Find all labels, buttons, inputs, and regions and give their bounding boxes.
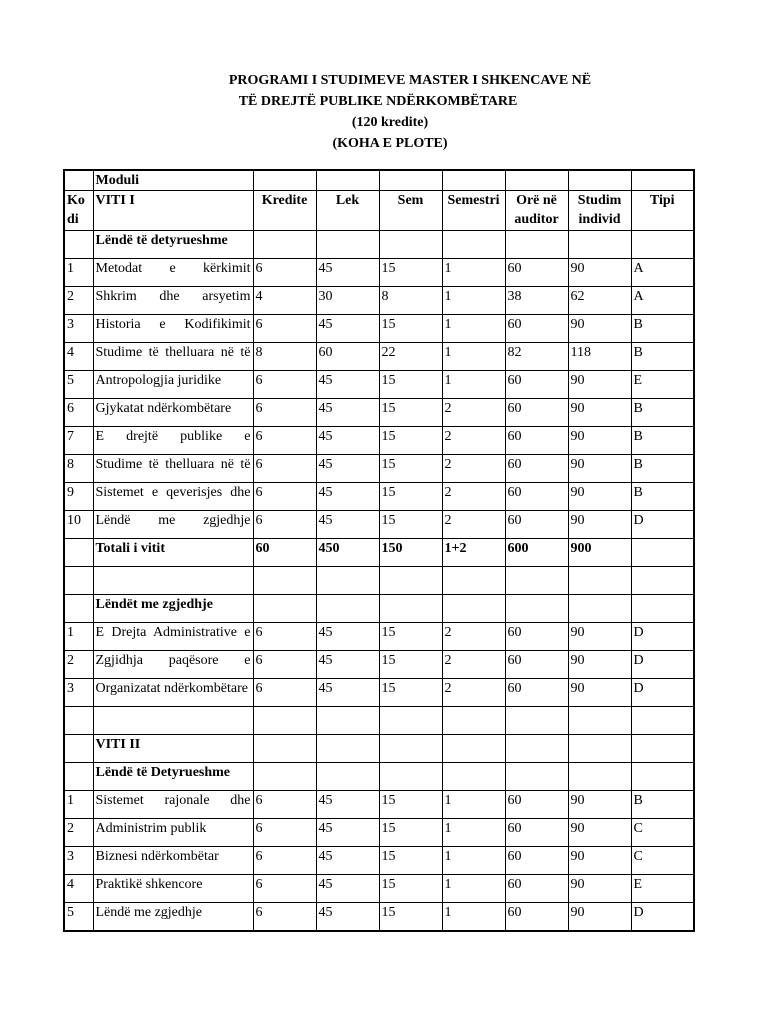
empty-cell [631,763,694,791]
semester-cell: 1 [442,875,505,903]
table-row [64,651,694,679]
sem-cell: 15 [379,819,442,847]
table-row [64,511,694,539]
sem-cell: 15 [379,623,442,651]
credits-cell: 6 [253,483,316,511]
lek-cell: 45 [316,399,379,427]
module-name: Administrim publik [95,821,207,836]
module-name: Organizatat ndërkombëtare [95,681,249,696]
empty-cell [631,539,694,567]
module-cell [93,287,253,315]
module-cell [93,259,253,287]
hours-cell: 60 [505,427,568,455]
empty-cell [442,735,505,763]
sem-cell: 15 [379,679,442,707]
sem-cell: 22 [379,343,442,371]
credits-cell: 6 [253,399,316,427]
col-viti: VITI I [93,191,253,231]
module-name: Lëndë me zgjedhje [95,513,251,528]
module-name: E Drejta Administrative e [95,625,251,640]
study-cell: 90 [568,847,631,875]
type-cell: B [631,315,694,343]
empty-cell [64,539,93,567]
type-cell: B [631,343,694,371]
total-credits: 60 [253,539,316,567]
module-name: Sistemet e qeverisjes dhe [95,485,251,500]
lek-cell: 45 [316,847,379,875]
lek-cell: 45 [316,903,379,931]
lek-cell: 45 [316,791,379,819]
empty-cell [64,567,93,595]
credits-cell: 6 [253,875,316,903]
section-viti2-label: VITI II [93,735,253,763]
credits-cell: 6 [253,651,316,679]
study-cell: 90 [568,875,631,903]
sem-cell: 15 [379,875,442,903]
table-row [64,819,694,847]
empty-cell [631,170,694,191]
lek-cell: 45 [316,371,379,399]
col-studim: Studim individ [568,191,631,231]
credits-cell: 6 [253,427,316,455]
lek-cell: 45 [316,623,379,651]
type-cell: D [631,903,694,931]
section-v2-obligatory [64,763,694,791]
col-lek: Lek [316,191,379,231]
study-cell: 90 [568,483,631,511]
credits-cell: 4 [253,287,316,315]
empty-cell [316,763,379,791]
empty-cell [379,735,442,763]
study-cell: 90 [568,903,631,931]
lek-cell: 45 [316,315,379,343]
study-cell: 90 [568,679,631,707]
study-cell: 90 [568,819,631,847]
empty-cell [253,595,316,623]
type-cell: A [631,287,694,315]
study-cell: 90 [568,623,631,651]
empty-cell [568,231,631,259]
section-v2-obligatory-label: Lëndë të Detyrueshme [93,763,253,791]
table-row [64,679,694,707]
col-kodi: Ko di [64,191,93,231]
study-cell: 90 [568,511,631,539]
program-table [63,169,695,932]
module-name: Historia e Kodifikimit [95,317,251,332]
type-cell: D [631,623,694,651]
sem-cell: 15 [379,371,442,399]
hours-cell: 60 [505,791,568,819]
empty-cell [379,707,442,735]
table-row [64,875,694,903]
module-name: Metodat e kërkimit [95,261,251,276]
hours-cell: 60 [505,875,568,903]
code-cell: 10 [64,511,93,539]
module-name: Lëndë me zgjedhje [95,905,203,920]
module-cell [93,399,253,427]
credits-cell: 6 [253,903,316,931]
module-name: Studime të thelluara në të [95,345,251,360]
credits-cell: 6 [253,847,316,875]
table-row [64,259,694,287]
study-cell: 90 [568,259,631,287]
credits-cell: 6 [253,259,316,287]
title-line-2: TË DREJTË PUBLIKE NDËRKOMBËTARE [238,94,518,109]
lek-cell: 45 [316,651,379,679]
code-cell: 9 [64,483,93,511]
semester-cell: 1 [442,315,505,343]
total-lek: 450 [316,539,379,567]
empty-cell [379,170,442,191]
module-name: Gjykatat ndërkombëtare [95,401,232,416]
study-cell: 90 [568,455,631,483]
sem-cell: 15 [379,483,442,511]
empty-cell [442,763,505,791]
credits-cell: 6 [253,371,316,399]
semester-cell: 2 [442,483,505,511]
empty-cell [93,567,253,595]
type-cell: B [631,791,694,819]
empty-cell [64,170,93,191]
empty-cell [379,567,442,595]
study-cell: 118 [568,343,631,371]
semester-cell: 2 [442,623,505,651]
blank-row [64,567,694,595]
lek-cell: 45 [316,679,379,707]
table-row [64,623,694,651]
moduli-row [64,170,694,191]
total-row [64,539,694,567]
empty-cell [253,567,316,595]
empty-cell [253,707,316,735]
module-cell [93,315,253,343]
table-row [64,903,694,931]
type-cell: B [631,483,694,511]
hours-cell: 60 [505,399,568,427]
empty-cell [253,170,316,191]
empty-cell [505,567,568,595]
type-cell: E [631,371,694,399]
empty-cell [253,735,316,763]
type-cell: D [631,679,694,707]
table-row [64,399,694,427]
code-cell: 1 [64,259,93,287]
empty-cell [64,763,93,791]
study-cell: 62 [568,287,631,315]
table-row [64,287,694,315]
hours-cell: 82 [505,343,568,371]
module-cell [93,511,253,539]
code-cell: 3 [64,315,93,343]
empty-cell [253,763,316,791]
title-line-1: PROGRAMI I STUDIMEVE MASTER I SHKENCAVE NË [228,73,592,88]
col-sem: Sem [379,191,442,231]
empty-cell [505,735,568,763]
total-hours: 600 [505,539,568,567]
empty-cell [442,170,505,191]
study-cell: 90 [568,315,631,343]
lek-cell: 45 [316,819,379,847]
empty-cell [568,735,631,763]
module-cell [93,483,253,511]
table-row [64,847,694,875]
code-cell: 5 [64,903,93,931]
study-cell: 90 [568,651,631,679]
empty-cell [505,595,568,623]
table-row [64,315,694,343]
empty-cell [568,595,631,623]
total-sem: 150 [379,539,442,567]
credits-cell: 8 [253,343,316,371]
semester-cell: 1 [442,791,505,819]
hours-cell: 60 [505,903,568,931]
hours-cell: 60 [505,847,568,875]
empty-cell [568,567,631,595]
empty-cell [568,170,631,191]
hours-cell: 60 [505,371,568,399]
type-cell: D [631,651,694,679]
module-cell [93,791,253,819]
empty-cell [568,707,631,735]
semester-cell: 2 [442,511,505,539]
module-cell [93,651,253,679]
credits-cell: 6 [253,623,316,651]
type-cell: C [631,819,694,847]
section-viti2 [64,735,694,763]
empty-cell [505,763,568,791]
hours-cell: 60 [505,483,568,511]
empty-cell [379,595,442,623]
semester-cell: 2 [442,651,505,679]
study-cell: 90 [568,427,631,455]
semester-cell: 2 [442,399,505,427]
semester-cell: 1 [442,287,505,315]
empty-cell [64,735,93,763]
type-cell: D [631,511,694,539]
sem-cell: 15 [379,315,442,343]
study-cell: 90 [568,399,631,427]
code-cell: 4 [64,343,93,371]
semester-cell: 2 [442,427,505,455]
document-title [0,70,768,154]
sem-cell: 15 [379,399,442,427]
empty-cell [379,763,442,791]
module-cell [93,427,253,455]
module-name: Shkrim dhe arsyetim [95,289,251,304]
study-cell: 90 [568,371,631,399]
empty-cell [64,707,93,735]
lek-cell: 60 [316,343,379,371]
lek-cell: 45 [316,259,379,287]
empty-cell [442,231,505,259]
empty-cell [316,595,379,623]
table-row [64,371,694,399]
type-cell: C [631,847,694,875]
col-ore: Orë në auditor [505,191,568,231]
empty-cell [93,707,253,735]
hours-cell: 60 [505,455,568,483]
module-cell [93,455,253,483]
empty-cell [505,170,568,191]
code-cell: 2 [64,819,93,847]
code-cell: 1 [64,791,93,819]
empty-cell [631,231,694,259]
credits-cell: 6 [253,819,316,847]
section-v1-obligatory-label: Lëndë të detyrueshme [93,231,253,259]
empty-cell [631,567,694,595]
type-cell: B [631,455,694,483]
hours-cell: 60 [505,315,568,343]
credits-cell: 6 [253,315,316,343]
sem-cell: 15 [379,455,442,483]
hours-cell: 38 [505,287,568,315]
empty-cell [316,567,379,595]
sem-cell: 15 [379,791,442,819]
empty-cell [64,231,93,259]
table-row [64,343,694,371]
type-cell: A [631,259,694,287]
code-cell: 7 [64,427,93,455]
lek-cell: 45 [316,875,379,903]
moduli-label: Moduli [93,170,253,191]
empty-cell [442,567,505,595]
credits-cell: 6 [253,791,316,819]
semester-cell: 1 [442,903,505,931]
table-row [64,791,694,819]
module-cell [93,819,253,847]
sem-cell: 15 [379,511,442,539]
total-label: Totali i vitit [93,539,253,567]
lek-cell: 45 [316,511,379,539]
module-cell [93,903,253,931]
empty-cell [379,231,442,259]
code-cell: 5 [64,371,93,399]
semester-cell: 1 [442,259,505,287]
empty-cell [505,707,568,735]
empty-cell [316,231,379,259]
module-name: E drejtë publike e [95,429,251,444]
empty-cell [442,707,505,735]
lek-cell: 45 [316,455,379,483]
type-cell: E [631,875,694,903]
blank-row [64,707,694,735]
study-cell: 90 [568,791,631,819]
module-name: Praktikë shkencore [95,877,203,892]
module-cell [93,343,253,371]
col-tipi: Tipi [631,191,694,231]
section-v1-obligatory [64,231,694,259]
col-semestri: Semestri [442,191,505,231]
code-cell: 3 [64,847,93,875]
code-cell: 6 [64,399,93,427]
title-mode: (KOHA E PLOTE) [332,136,448,151]
empty-cell [316,735,379,763]
module-cell [93,623,253,651]
hours-cell: 60 [505,651,568,679]
module-name: Zgjidhja paqësore e [95,653,251,668]
total-semester: 1+2 [442,539,505,567]
sem-cell: 15 [379,651,442,679]
sem-cell: 15 [379,847,442,875]
semester-cell: 1 [442,343,505,371]
col-kredite: Kredite [253,191,316,231]
module-cell [93,371,253,399]
hours-cell: 60 [505,819,568,847]
empty-cell [505,231,568,259]
hours-cell: 60 [505,623,568,651]
sem-cell: 15 [379,259,442,287]
empty-cell [631,595,694,623]
table-row [64,455,694,483]
semester-cell: 2 [442,679,505,707]
total-study: 900 [568,539,631,567]
empty-cell [631,707,694,735]
credits-cell: 6 [253,679,316,707]
empty-cell [442,595,505,623]
header-row [64,191,694,231]
credits-cell: 6 [253,455,316,483]
hours-cell: 60 [505,511,568,539]
empty-cell [253,231,316,259]
code-cell: 2 [64,287,93,315]
hours-cell: 60 [505,679,568,707]
hours-cell: 60 [505,259,568,287]
empty-cell [316,707,379,735]
table-row [64,483,694,511]
type-cell: B [631,427,694,455]
module-name: Studime të thelluara në të [95,457,251,472]
sem-cell: 15 [379,903,442,931]
empty-cell [631,735,694,763]
empty-cell [568,763,631,791]
credits-cell: 6 [253,511,316,539]
table-row [64,427,694,455]
semester-cell: 1 [442,819,505,847]
module-name: Antropologjia juridike [95,373,222,388]
empty-cell [64,595,93,623]
code-cell: 3 [64,679,93,707]
semester-cell: 1 [442,371,505,399]
module-name: Sistemet rajonale dhe [95,793,251,808]
module-cell [93,847,253,875]
type-cell: B [631,399,694,427]
semester-cell: 2 [442,455,505,483]
section-elective-label: Lëndët me zgjedhje [93,595,253,623]
section-elective [64,595,694,623]
title-credits: (120 kredite) [351,115,429,130]
lek-cell: 30 [316,287,379,315]
lek-cell: 45 [316,483,379,511]
lek-cell: 45 [316,427,379,455]
code-cell: 1 [64,623,93,651]
sem-cell: 15 [379,427,442,455]
sem-cell: 8 [379,287,442,315]
module-cell [93,875,253,903]
code-cell: 8 [64,455,93,483]
module-name: Biznesi ndërkombëtar [95,849,219,864]
semester-cell: 1 [442,847,505,875]
code-cell: 2 [64,651,93,679]
module-cell [93,679,253,707]
code-cell: 4 [64,875,93,903]
empty-cell [316,170,379,191]
